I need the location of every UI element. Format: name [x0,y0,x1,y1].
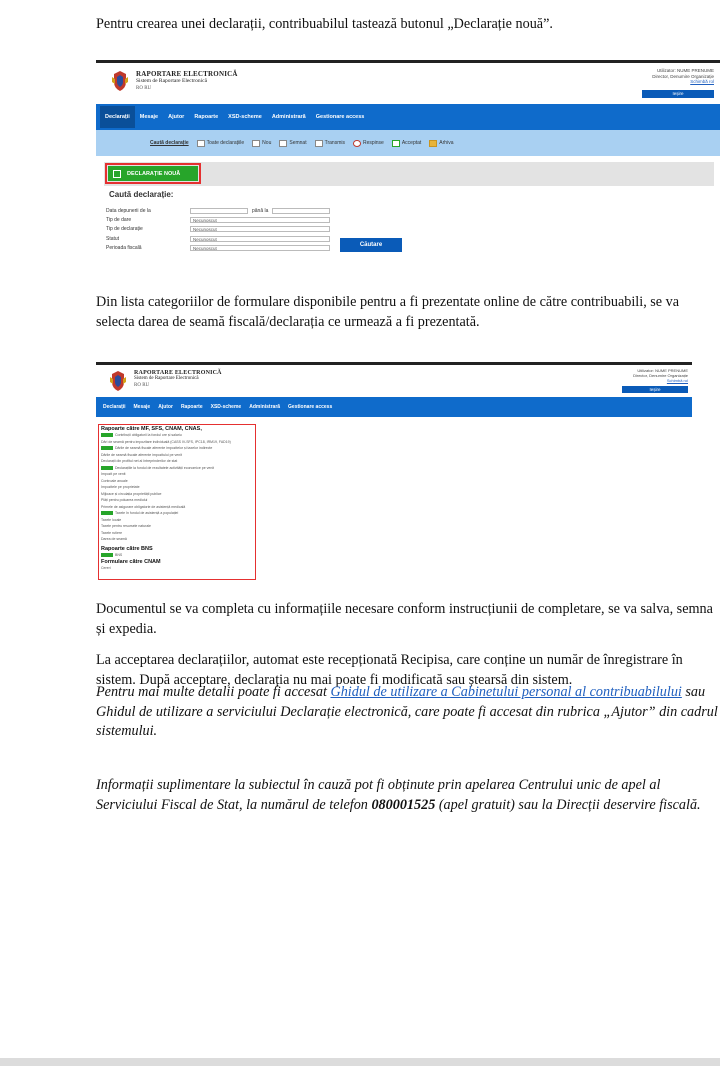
brand-subtitle: Sistem de Raportare Electronică [134,376,199,381]
checkbox-icon [279,140,287,147]
nav-ajutor[interactable]: Ajutor [158,404,173,410]
nav-xsd-scheme[interactable]: XSD-scheme [228,114,262,120]
date-to-input[interactable] [272,208,330,214]
brand-title: RAPORTARE ELECTRONICĂ [134,370,222,376]
brand [110,70,238,92]
filter-respinse[interactable]: Respinse [353,140,384,147]
archive-icon [429,140,437,147]
category-item[interactable]: Contribuții obligatorii la fondul ore și salariu [101,433,182,437]
change-role-link[interactable]: Schimbă rol [666,378,688,383]
phone-number: 080001525 [371,796,436,813]
category-item[interactable]: Taxele pentru resursele naturale [101,524,152,528]
filter-transmis[interactable]: Transmis [315,140,345,147]
field-label: Tip de declarație [106,226,143,232]
guide-text-a: Pentru mai multe detalii poate fi accesat [96,684,331,700]
brand-title: RAPORTARE ELECTRONICĂ [136,70,238,78]
paragraph-complete: Documentul se va completa cu informațiile necesare conform instrucțiunii de completare, se va salva, semna și expedia. [96,601,713,637]
nav-declaratii[interactable]: Declarații [100,106,135,128]
category-heading: Rapoarte către BNS [101,545,153,552]
reject-icon [353,140,361,147]
guide-text-b: sau Ghidul de utilizare a serviciului Declarație electronică, care poate fi accesat din rubrica „Ajutor” din cadrul sistemului. [96,684,718,739]
receipt-text: La acceptarea declarațiilor, automat este recepționată Recipisa, care conține un număr de înregistrare în sistem. După acceptare, declarația nu mai poate fi modificată sau ștearsă din sistem. [96,652,683,688]
new-badge [101,446,113,450]
category-item[interactable]: Declarațiile la fondul de rezultatele activității economice pe venit [101,466,214,470]
category-item[interactable]: Primele de asigurare obligatorie de asistență medicală [101,504,186,509]
tip-declaratie-select[interactable]: Necunoscut [190,226,330,232]
category-item[interactable]: Dări de seamă pentru impozitare individuală (CASS IV-SFS, IPC18, IRM19, FAD19) [101,439,231,444]
date-from-input[interactable] [190,208,248,214]
change-role-link[interactable]: Schimbă rol [690,79,714,84]
field-label: Perioada fiscală [106,245,142,251]
user-role: Director, Denumire Organizație [633,373,688,378]
language-switch[interactable]: RO RU [134,383,150,388]
field-label: Tip de dare [106,217,132,223]
paragraph-intro: Pentru crearea unei declarații, contribuabilul tastează butonul „Declarație nouă”. [96,16,553,32]
subnav-title[interactable]: Caută declarație [150,140,189,146]
nav-administrare[interactable]: Administrară [271,114,306,120]
main-nav [96,397,692,417]
coat-of-arms-icon [110,70,130,92]
screenshot-new-declaration [96,60,720,270]
top-line [96,60,720,63]
category-item[interactable]: Cereri [101,566,111,570]
edit-icon [113,170,121,178]
page-bottom-band [0,1058,720,1066]
screenshot-form-categories [96,362,692,582]
logout-button[interactable]: Ieșire [642,90,714,98]
filter-toate[interactable]: Toate declarațiile [197,140,245,147]
nav-rapoarte[interactable]: Rapoarte [180,404,203,410]
nav-xsd-scheme[interactable]: XSD-scheme [210,404,242,410]
category-item[interactable]: BNS [101,553,122,557]
main-nav [96,104,720,130]
category-item[interactable]: Taxele rutiere [101,530,123,535]
sub-nav [96,130,720,156]
nav-rapoarte[interactable]: Rapoarte [194,114,219,120]
search-title: Caută declarație: [109,190,174,199]
guide-link[interactable]: Ghidul de utilizare a Cabinetului personal al contribuabilului [330,684,682,700]
coat-of-arms-icon [108,370,128,392]
brand-subtitle: Sistem de Raportare Electronică [136,78,208,84]
until-label: până la [252,208,269,214]
filter-acceptat[interactable]: Acceptat [392,140,421,147]
filter-nou[interactable]: Nou [252,140,271,147]
filter-arhiva[interactable]: Arhiva [429,140,453,147]
user-info [652,68,714,85]
language-switch[interactable]: RO RU [136,86,152,91]
category-item[interactable]: Taxele în fondul de asistență a populației [101,511,178,515]
brand [108,370,222,392]
category-item[interactable]: Darea de seamă [101,537,127,541]
category-item[interactable]: Impozit pe venit [101,472,126,476]
new-badge [101,433,113,437]
category-item[interactable]: Impozitele pe proprietate [101,485,140,489]
paragraph-select: Din lista categoriilor de formulare disponibile pentru a fi prezentate online de către contribuabili, se va selecta darea de seamă fiscală/declarația ce urmează a fi prezentată. [96,294,680,330]
checkbox-icon [197,140,205,147]
checkbox-icon [315,140,323,147]
nav-gestionare-access[interactable]: Gestionare access [288,404,333,410]
contact-text-a: Informații suplimentare la subiectul în cauză pot fi obținute prin apelarea Centrului unic de apel al Serviciului Fiscal de Stat, la numărul de telefon [96,777,661,813]
category-heading: Rapoarte către MF, SFS, CNAM, CNAS, [101,426,202,432]
user-label: Utilizator: NUME PRENUME [656,68,714,73]
new-declaration-button[interactable]: DECLARAȚIE NOUĂ [108,166,198,181]
user-role: Director, Denumire Organizație [652,73,714,79]
nav-mesaje[interactable]: Mesaje [133,404,151,410]
perioada-select[interactable]: Necunoscut [190,245,330,251]
nav-gestionare-access[interactable]: Gestionare access [315,114,365,120]
category-item[interactable]: Declarații din profitul net al întreprinderilor de stat [101,459,178,463]
logout-button[interactable]: Ieșire [622,386,688,393]
category-item[interactable]: Mijloace și circulația proprietății publice [101,491,162,496]
category-item[interactable]: Taxele locale [101,517,122,522]
nav-ajutor[interactable]: Ajutor [168,114,185,120]
paragraph-contact [96,776,720,815]
field-label: Data depunerii de la [106,208,151,214]
nav-mesaje[interactable]: Mesaje [139,114,159,120]
checkbox-icon [252,140,260,147]
nav-administrare[interactable]: Administrară [249,404,281,410]
category-item[interactable]: Dările de seamă fiscale aferente impozitelor și taxelor indirecte [101,446,212,450]
contact-text-b: (apel gratuit) sau la Direcții deservire fiscală. [435,796,701,813]
nav-declaratii[interactable]: Declarații [103,404,126,410]
new-badge [101,511,113,515]
field-label: Statut [106,236,120,242]
filter-semnat[interactable]: Semnat [279,140,306,147]
tip-dare-select[interactable]: Necunoscut [190,217,330,223]
user-label: Utilizator: NUME PRENUME [637,368,688,373]
category-heading: Formulare către CNAM [101,559,161,565]
check-icon [392,140,400,147]
new-badge [101,466,113,470]
category-item[interactable]: Controale anuale [101,478,128,483]
category-item[interactable]: Plăți pentru poluarea mediului [101,498,148,502]
new-badge [101,553,113,557]
search-button[interactable]: Căutare [340,238,402,252]
paragraph-guide [96,683,720,742]
user-info [633,368,688,383]
category-item[interactable]: Dările de seamă fiscale aferente impozitului pe venit [101,452,182,457]
statut-select[interactable]: Necunoscut [190,236,330,242]
top-line [96,362,692,365]
